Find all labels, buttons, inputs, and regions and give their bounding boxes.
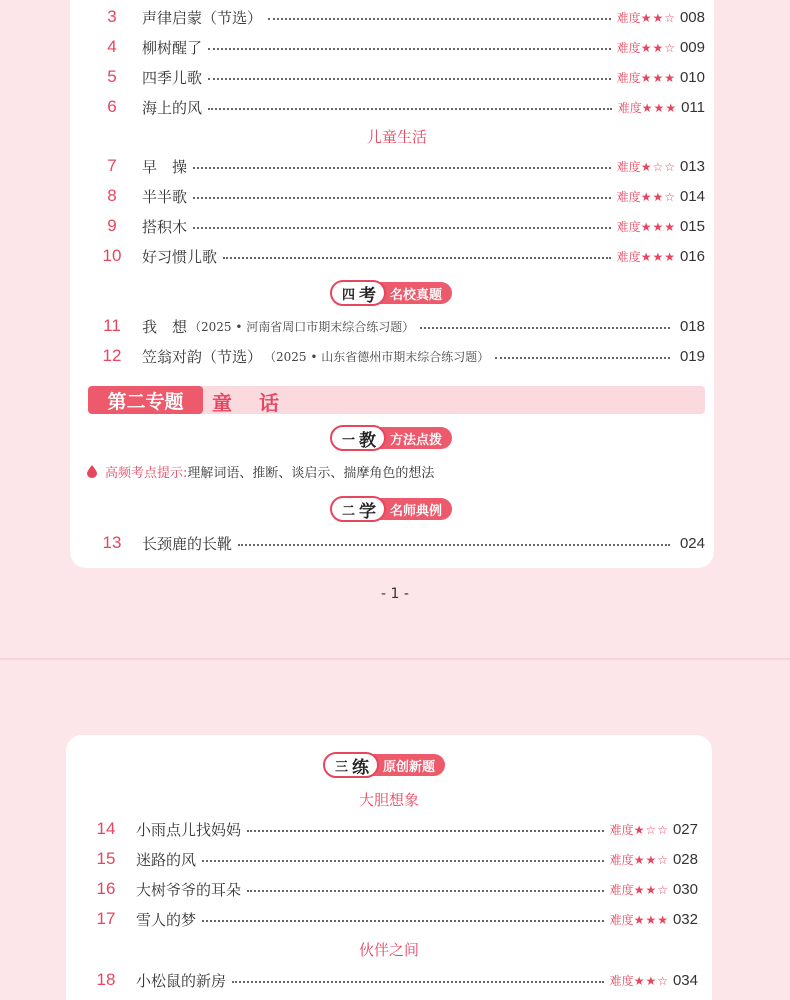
section-badge-lian [323, 752, 445, 778]
page-ref: 030 [672, 880, 698, 898]
item-title: 大树爷爷的耳朵 [136, 880, 242, 899]
item-title: 柳树醒了 [142, 38, 203, 57]
difficulty: 难度★★☆ [616, 40, 676, 55]
badge-text: 名师典例 [376, 498, 452, 520]
page-separator [0, 658, 790, 660]
item-title: 半半歌 [142, 187, 188, 206]
difficulty-stars: ★★☆ [640, 189, 676, 204]
section-badge-jiao [330, 425, 452, 451]
section-badge-xue [330, 496, 452, 522]
toc-row[interactable] [88, 907, 698, 931]
item-source-note: （2025 • 河南省周口市期末综合练习题） [189, 319, 415, 334]
toc-row[interactable] [94, 5, 705, 29]
difficulty-stars: ★★★ [640, 70, 676, 85]
toc-row[interactable] [94, 95, 705, 119]
leader-dots [202, 920, 604, 922]
leader-dots [495, 357, 670, 359]
item-title: 声律启蒙（节选） [142, 8, 263, 27]
leader-dots [193, 197, 611, 199]
hint-label: 高频考点提示: [105, 466, 188, 481]
item-number: 6 [107, 97, 117, 116]
section-badge-kao [330, 280, 452, 306]
leader-dots [208, 78, 611, 80]
item-number: 3 [107, 7, 117, 26]
difficulty: 难度★★☆ [616, 10, 676, 25]
item-number: 15 [96, 849, 116, 868]
badge-text: 方法点拨 [376, 427, 452, 449]
toc-row[interactable] [94, 35, 705, 59]
difficulty: 难度★★★ [616, 219, 676, 234]
hint-line [87, 462, 434, 481]
item-title: 四季儿歌 [142, 68, 203, 87]
hint-text: 理解词语、推断、谈启示、揣摩角色的想法 [187, 466, 435, 481]
toc-row[interactable] [94, 244, 705, 268]
difficulty: 难度★★★ [616, 249, 676, 264]
toc-row[interactable] [88, 968, 698, 992]
difficulty: 难度★★☆ [609, 882, 669, 897]
drop-icon [87, 465, 97, 478]
toc-row[interactable] [94, 344, 705, 368]
toc-row[interactable] [94, 214, 705, 238]
topic-title: 童 话 [212, 391, 289, 415]
page-number: - 1 - [381, 586, 409, 602]
page-ref: 016 [679, 247, 705, 265]
leader-dots [208, 108, 612, 110]
difficulty-stars: ★☆☆ [640, 159, 676, 174]
page-ref: 014 [679, 187, 705, 205]
item-source-note: （2025 • 山东省德州市期末综合练习题） [264, 349, 490, 364]
difficulty-stars: ★★★ [640, 219, 676, 234]
toc-row[interactable] [94, 154, 705, 178]
page-ref: 034 [672, 971, 698, 989]
leader-dots [420, 327, 670, 329]
toc-row[interactable] [94, 184, 705, 208]
badge-label: 一 教 [330, 425, 386, 451]
difficulty: 难度★★★ [616, 70, 676, 85]
leader-dots [208, 48, 611, 50]
badge-text: 原创新题 [369, 754, 445, 776]
difficulty-stars: ★★★ [633, 912, 669, 927]
page-ref: 018 [679, 317, 705, 335]
item-title: 笠翁对韵（节选） [142, 347, 263, 366]
page-ref: 009 [679, 38, 705, 56]
item-title: 搭积木 [142, 217, 188, 236]
toc-row[interactable] [88, 817, 698, 841]
toc-row[interactable] [88, 847, 698, 871]
leader-dots [268, 18, 611, 20]
difficulty-stars: ★☆☆ [633, 822, 669, 837]
leader-dots [223, 257, 611, 259]
page-ref: 010 [679, 68, 705, 86]
section-subheading: 大胆想象 [358, 791, 419, 809]
item-title: 小雨点儿找妈妈 [136, 820, 242, 839]
leader-dots [238, 544, 670, 546]
item-number: 5 [107, 67, 117, 86]
leader-dots [193, 167, 611, 169]
page-ref: 027 [672, 820, 698, 838]
item-number: 14 [96, 819, 116, 838]
difficulty: 难度★★★ [617, 100, 678, 115]
difficulty-stars: ★★☆ [633, 852, 669, 867]
item-title: 小松鼠的新房 [136, 971, 227, 990]
difficulty-stars: ★★☆ [640, 10, 676, 25]
leader-dots [193, 227, 611, 229]
page-ref: 008 [679, 8, 705, 26]
item-number: 16 [96, 879, 116, 898]
toc-row[interactable] [88, 877, 698, 901]
item-title: 我 想 [142, 317, 188, 336]
difficulty: 难度★★★ [609, 912, 669, 927]
leader-dots [247, 890, 604, 892]
page-ref: 019 [679, 347, 705, 365]
item-number: 9 [107, 216, 117, 235]
item-title: 迷路的风 [136, 850, 197, 869]
page-ref: 011 [681, 98, 705, 116]
toc-row[interactable] [94, 65, 705, 89]
item-title: 海上的风 [142, 98, 203, 117]
item-number: 8 [107, 186, 117, 205]
page-ref: 013 [679, 157, 705, 175]
toc-row[interactable] [94, 314, 705, 338]
item-number: 17 [96, 909, 116, 928]
item-title: 长颈鹿的长靴 [142, 534, 233, 553]
item-number: 10 [102, 246, 122, 265]
difficulty-stars: ★★☆ [633, 882, 669, 897]
difficulty-stars: ★★☆ [633, 973, 669, 988]
page-ref: 015 [679, 217, 705, 235]
difficulty: 难度★★☆ [609, 852, 669, 867]
badge-label: 二 学 [330, 496, 386, 522]
page-ref: 032 [672, 910, 698, 928]
difficulty-stars: ★★★ [641, 100, 678, 115]
item-number: 11 [103, 316, 121, 335]
section-subheading: 伙伴之间 [358, 941, 419, 959]
badge-label: 三 练 [323, 752, 379, 778]
item-title: 好习惯儿歌 [142, 247, 218, 266]
leader-dots [232, 981, 604, 983]
leader-dots [247, 830, 604, 832]
page-ref: 024 [679, 534, 705, 552]
difficulty: 难度★★☆ [609, 973, 669, 988]
difficulty: 难度★☆☆ [609, 822, 669, 837]
badge-label: 四 考 [330, 280, 386, 306]
difficulty: 难度★★☆ [616, 189, 676, 204]
difficulty: 难度★☆☆ [616, 159, 676, 174]
item-title: 早 操 [142, 157, 188, 176]
item-number: 18 [96, 970, 116, 989]
page-ref: 028 [672, 850, 698, 868]
topic-tag: 第二专题 [88, 386, 203, 414]
leader-dots [202, 860, 604, 862]
badge-text: 名校真题 [376, 282, 452, 304]
section-subheading: 儿童生活 [366, 128, 427, 146]
item-number: 13 [102, 533, 122, 552]
item-title: 雪人的梦 [136, 910, 197, 929]
difficulty-stars: ★★☆ [640, 40, 676, 55]
difficulty-stars: ★★★ [640, 249, 676, 264]
item-number: 4 [107, 37, 117, 56]
item-number: 7 [107, 156, 117, 175]
item-number: 12 [102, 346, 122, 365]
toc-row[interactable] [94, 531, 705, 555]
